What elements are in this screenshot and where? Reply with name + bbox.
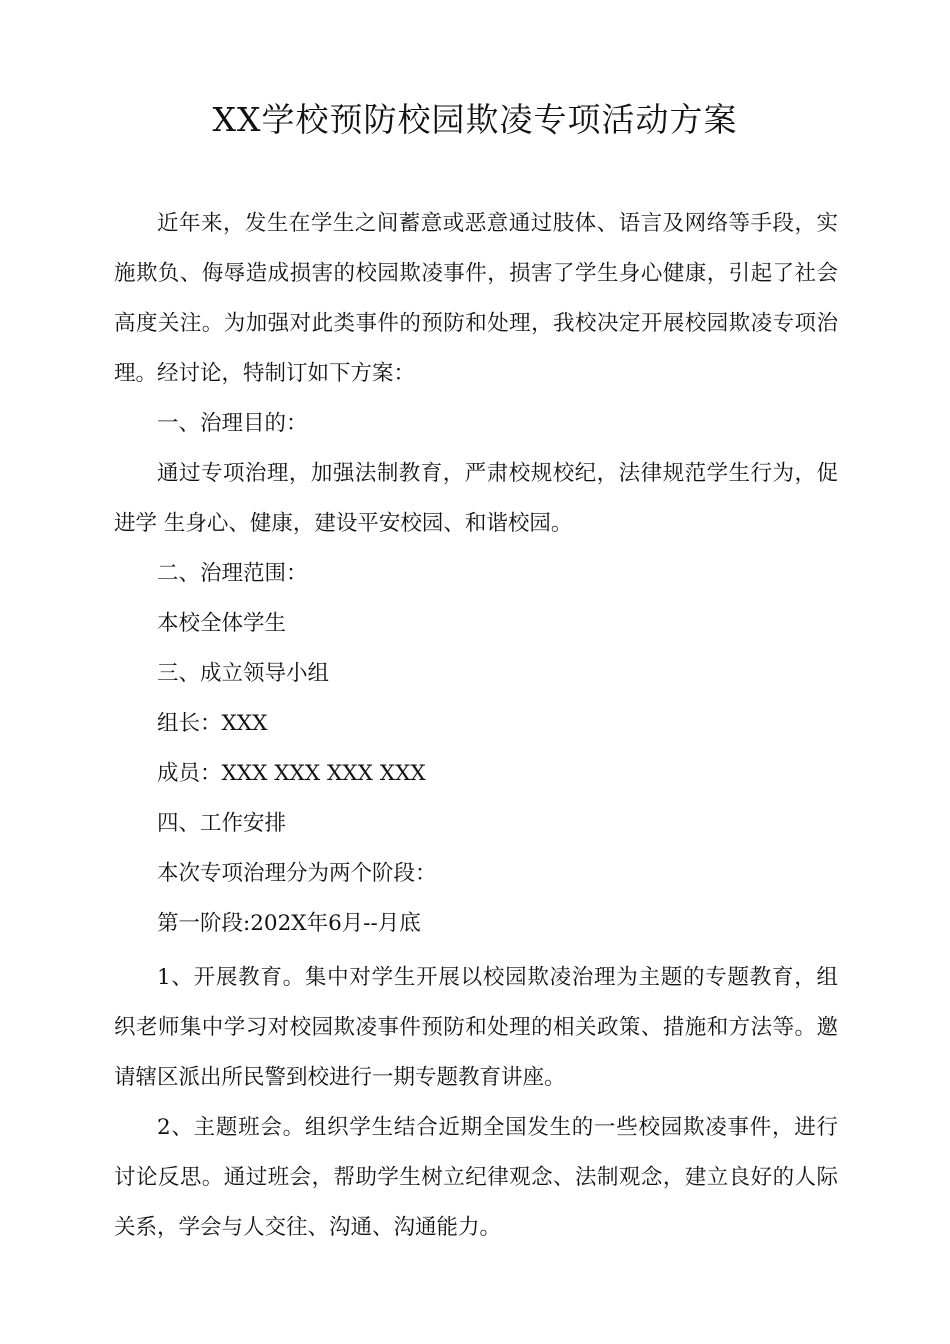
intro-paragraph: 近年来，发生在学生之间蓄意或恶意通过肢体、语言及网络等手段，实施欺负、侮辱造成损害的校园欺凌事件，损害了学生身心健康，引起了社会高度关注。为加强对此类事件的预防和处理，我校决定开展校园欺凌专项治理。经讨论，特制订如下方案： (114, 211, 838, 386)
stage-1-heading: 第一阶段:202X年6月--月底 (157, 911, 421, 936)
document-title: XX学校预防校园欺凌专项活动方案 (212, 100, 738, 139)
section-2-heading: 二、治理范围： (157, 561, 308, 586)
members-line: 成员：XXX XXX XXX XXX (157, 761, 426, 786)
item-1-paragraph: 1、开展教育。集中对学生开展以校园欺凌治理为主题的专题教育，组 织老师集中学习对校园欺凌事件预防和处理的相关政策、措施和方法等。邀 请辖区派出所民警到校进行一期专题教育讲座。 (114, 965, 838, 1090)
section-3-heading: 三、成立领导小组 (157, 661, 330, 686)
section-2-body: 本校全体学生 (157, 611, 287, 636)
section-4-heading: 四、工作安排 (157, 811, 287, 836)
stages-intro: 本次专项治理分为两个阶段： (157, 861, 437, 886)
leader-line: 组长：XXX (157, 711, 268, 736)
section-1-body: 通过专项治理，加强法制教育，严肃校规校纪，法律规范学生行为，促进学 生身心、健康，建设平安校园、和谐校园。 (114, 461, 838, 536)
item-2-paragraph: 2、主题班会。组织学生结合近期全国发生的一些校园欺凌事件，进行 讨论反思。通过班会，帮助学生树立纪律观念、法制观念，建立良好的人际 关系，学会与人交往、沟通、沟通能力。 (114, 1115, 838, 1240)
section-1-heading: 一、治理目的： (157, 411, 308, 436)
